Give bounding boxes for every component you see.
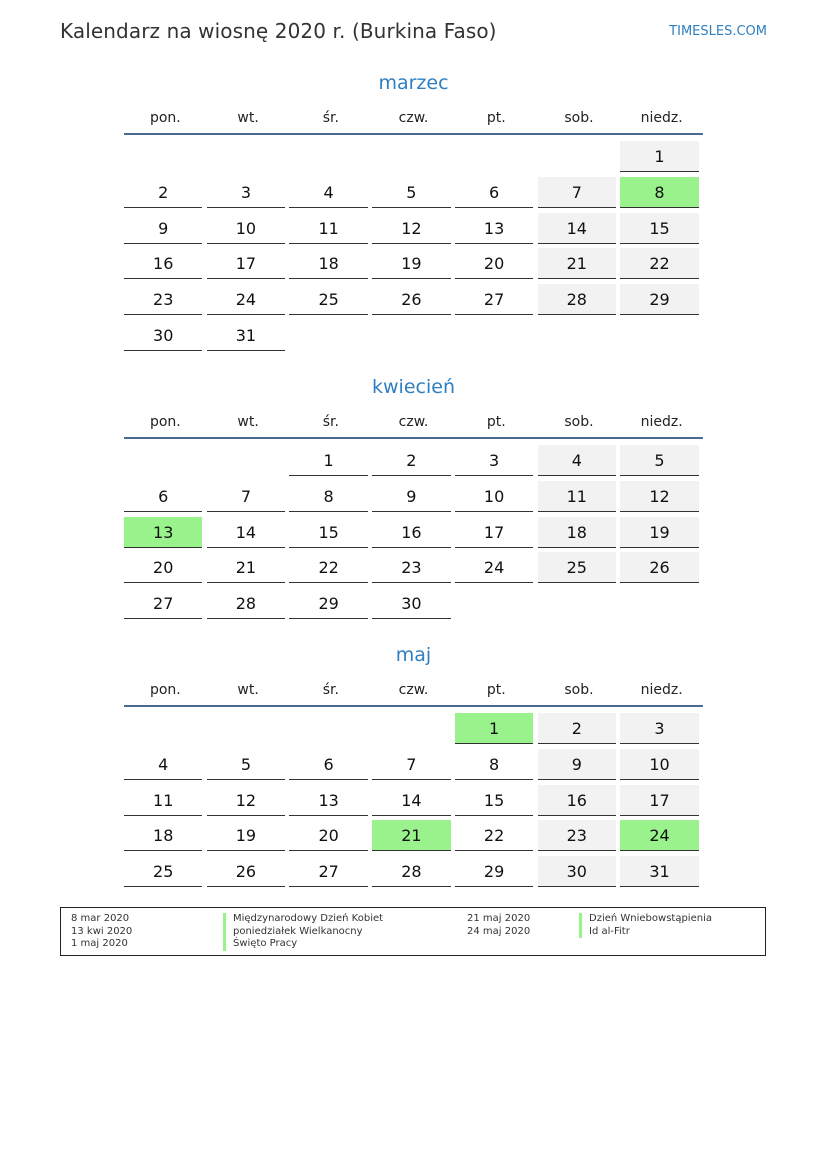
empty-day-cell (124, 445, 202, 476)
legend-date: 21 maj 2020 (467, 913, 531, 924)
week-row (124, 318, 703, 354)
day-cell: 22 (289, 552, 367, 583)
weekend-day-cell: 12 (620, 481, 698, 512)
day-cell: 27 (124, 588, 202, 619)
day-cell: 30 (124, 320, 202, 351)
day-cell: 15 (289, 517, 367, 548)
weekday-label: pon. (149, 682, 181, 698)
day-cell: 6 (455, 177, 533, 208)
day-cell: 18 (124, 820, 202, 851)
day-cell: 13 (455, 213, 533, 244)
month-name: kwiecień (372, 376, 455, 398)
weekend-day-cell: 5 (620, 445, 698, 476)
week-row (124, 139, 703, 175)
weekend-day-cell: 7 (538, 177, 616, 208)
empty-day-cell (372, 141, 450, 172)
holiday-legend (60, 907, 766, 956)
day-cell: 16 (124, 248, 202, 279)
day-cell: 8 (455, 749, 533, 780)
day-cell: 24 (207, 284, 285, 315)
page-title: Kalendarz na wiosnę 2020 r. (Burkina Faso) (60, 19, 497, 43)
weekday-header (124, 103, 703, 135)
day-cell: 4 (124, 749, 202, 780)
weekend-day-cell: 21 (538, 248, 616, 279)
day-cell: 6 (289, 749, 367, 780)
day-cell: 18 (289, 248, 367, 279)
empty-day-cell (207, 141, 285, 172)
day-cell: 10 (207, 213, 285, 244)
day-cell: 17 (455, 517, 533, 548)
month-name: marzec (378, 72, 449, 94)
empty-day-cell (289, 141, 367, 172)
weekend-day-cell: 4 (538, 445, 616, 476)
weekday-label: niedz. (640, 414, 683, 430)
weekend-day-cell: 9 (538, 749, 616, 780)
legend-date: 24 maj 2020 (467, 925, 531, 937)
week-row (124, 586, 703, 622)
day-cell: 9 (124, 213, 202, 244)
day-cell: 23 (372, 552, 450, 583)
weekday-label: czw. (398, 682, 429, 698)
week-row (124, 818, 703, 854)
day-cell: 11 (289, 213, 367, 244)
empty-day-cell (289, 320, 367, 351)
week-row (124, 854, 703, 890)
weekend-day-cell: 3 (620, 713, 698, 744)
week-row (124, 479, 703, 515)
weekend-day-cell: 11 (538, 481, 616, 512)
weekday-label: niedz. (640, 682, 683, 698)
week-row (124, 246, 703, 282)
holiday-day-cell: 13 (124, 517, 202, 548)
weeks-grid (124, 711, 703, 890)
empty-day-cell (372, 320, 450, 351)
empty-day-cell (124, 713, 202, 744)
week-row (124, 747, 703, 783)
weekday-label: sob. (564, 110, 594, 126)
day-cell: 6 (124, 481, 202, 512)
week-row (124, 550, 703, 586)
weekend-day-cell: 30 (538, 856, 616, 887)
weekend-day-cell: 31 (620, 856, 698, 887)
empty-day-cell (455, 141, 533, 172)
weekend-day-cell: 2 (538, 713, 616, 744)
weekend-day-cell: 14 (538, 213, 616, 244)
weekday-label: pon. (149, 414, 181, 430)
empty-day-cell (455, 588, 533, 619)
month-name: maj (395, 644, 432, 666)
weeks-grid (124, 139, 703, 354)
legend-holiday-name: Międzynarodowy Dzień Kobiet (223, 913, 383, 926)
weekend-day-cell: 19 (620, 517, 698, 548)
legend-holiday-name: poniedziałek Wielkanocny (223, 926, 363, 939)
holiday-day-cell: 21 (372, 820, 450, 851)
day-cell: 13 (289, 785, 367, 816)
day-cell: 2 (372, 445, 450, 476)
weekend-day-cell: 25 (538, 552, 616, 583)
day-cell: 30 (372, 588, 450, 619)
site-link[interactable]: TIMESLES.COM (669, 24, 767, 39)
week-row (124, 711, 703, 747)
empty-day-cell (207, 713, 285, 744)
day-cell: 20 (289, 820, 367, 851)
legend-holiday-name: Święto Pracy (223, 938, 297, 951)
weekday-label: pt. (486, 110, 506, 126)
day-cell: 11 (124, 785, 202, 816)
day-cell: 16 (372, 517, 450, 548)
day-cell: 3 (455, 445, 533, 476)
weekday-label: czw. (398, 414, 429, 430)
empty-day-cell (455, 320, 533, 351)
weekday-label: pt. (486, 414, 506, 430)
day-cell: 23 (124, 284, 202, 315)
holiday-day-cell: 8 (620, 177, 698, 208)
legend-date: 13 kwi 2020 (71, 925, 133, 937)
day-cell: 4 (289, 177, 367, 208)
empty-day-cell (372, 713, 450, 744)
weekday-label: niedz. (640, 110, 683, 126)
day-cell: 25 (124, 856, 202, 887)
day-cell: 7 (372, 749, 450, 780)
week-row (124, 783, 703, 819)
weekday-header (124, 675, 703, 707)
weekend-day-cell: 23 (538, 820, 616, 851)
day-cell: 15 (455, 785, 533, 816)
day-cell: 28 (372, 856, 450, 887)
day-cell: 20 (124, 552, 202, 583)
day-cell: 29 (455, 856, 533, 887)
empty-day-cell (207, 445, 285, 476)
weekday-label: wt. (237, 682, 259, 698)
weekday-label: sob. (564, 414, 594, 430)
weekday-label: śr. (322, 682, 339, 698)
weekend-day-cell: 16 (538, 785, 616, 816)
weekend-day-cell: 17 (620, 785, 698, 816)
day-cell: 2 (124, 177, 202, 208)
day-cell: 14 (207, 517, 285, 548)
week-row (124, 211, 703, 247)
day-cell: 12 (207, 785, 285, 816)
day-cell: 20 (455, 248, 533, 279)
empty-day-cell (124, 141, 202, 172)
day-cell: 19 (207, 820, 285, 851)
day-cell: 27 (289, 856, 367, 887)
week-row (124, 282, 703, 318)
weekend-day-cell: 10 (620, 749, 698, 780)
day-cell: 24 (455, 552, 533, 583)
week-row (124, 175, 703, 211)
empty-day-cell (538, 141, 616, 172)
weekday-label: śr. (322, 414, 339, 430)
legend-holiday-name: Dzień Wniebowstąpienia (579, 913, 712, 926)
day-cell: 25 (289, 284, 367, 315)
day-cell: 22 (455, 820, 533, 851)
weekday-label: śr. (322, 110, 339, 126)
weekend-day-cell: 28 (538, 284, 616, 315)
day-cell: 9 (372, 481, 450, 512)
day-cell: 29 (289, 588, 367, 619)
day-cell: 7 (207, 481, 285, 512)
day-cell: 17 (207, 248, 285, 279)
day-cell: 12 (372, 213, 450, 244)
holiday-day-cell: 24 (620, 820, 698, 851)
legend-holiday-name: Id al-Fitr (579, 926, 630, 939)
day-cell: 21 (207, 552, 285, 583)
empty-day-cell (538, 320, 616, 351)
day-cell: 31 (207, 320, 285, 351)
weekday-label: wt. (237, 414, 259, 430)
week-row (124, 515, 703, 551)
day-cell: 8 (289, 481, 367, 512)
day-cell: 10 (455, 481, 533, 512)
legend-date: 1 maj 2020 (71, 938, 128, 949)
weekend-day-cell: 22 (620, 248, 698, 279)
weekend-day-cell: 15 (620, 213, 698, 244)
weekday-label: pt. (486, 682, 506, 698)
weeks-grid (124, 443, 703, 622)
empty-day-cell (538, 588, 616, 619)
month-march (124, 68, 703, 354)
day-cell: 26 (207, 856, 285, 887)
empty-day-cell (620, 320, 698, 351)
weekday-label: pon. (149, 110, 181, 126)
weekend-day-cell: 18 (538, 517, 616, 548)
day-cell: 5 (372, 177, 450, 208)
weekday-header (124, 407, 703, 439)
weekday-label: czw. (398, 110, 429, 126)
day-cell: 27 (455, 284, 533, 315)
day-cell: 28 (207, 588, 285, 619)
day-cell: 19 (372, 248, 450, 279)
day-cell: 26 (372, 284, 450, 315)
month-may (124, 640, 703, 890)
holiday-day-cell: 1 (455, 713, 533, 744)
weekend-day-cell: 26 (620, 552, 698, 583)
day-cell: 5 (207, 749, 285, 780)
empty-day-cell (620, 588, 698, 619)
day-cell: 3 (207, 177, 285, 208)
weekend-day-cell: 1 (620, 141, 698, 172)
empty-day-cell (289, 713, 367, 744)
weekend-day-cell: 29 (620, 284, 698, 315)
legend-date: 8 mar 2020 (71, 913, 130, 924)
week-row (124, 443, 703, 479)
month-april (124, 372, 703, 622)
weekday-label: wt. (237, 110, 259, 126)
weekday-label: sob. (564, 682, 594, 698)
day-cell: 1 (289, 445, 367, 476)
day-cell: 14 (372, 785, 450, 816)
